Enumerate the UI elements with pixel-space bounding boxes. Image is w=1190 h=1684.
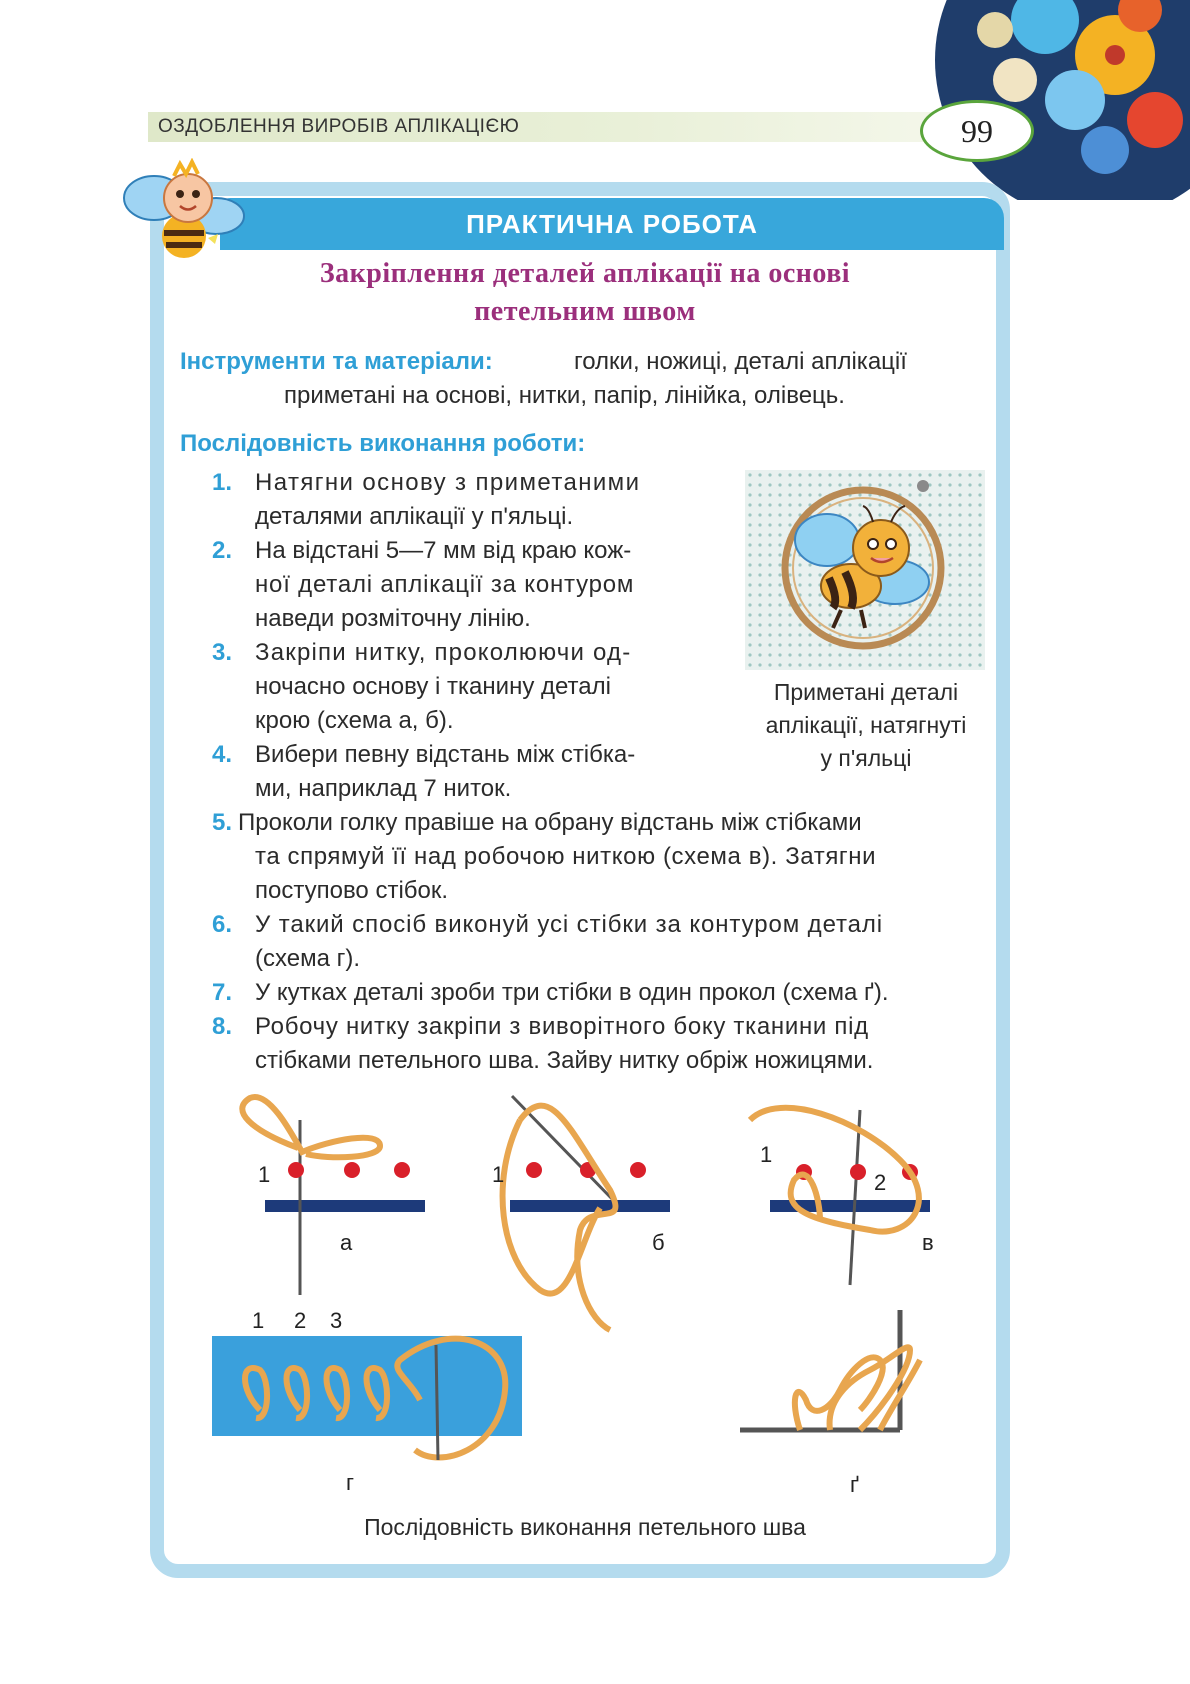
step-line: стібками петельного шва. Зайву нитку обріж ножицями.	[255, 1047, 874, 1074]
point-label: 2	[294, 1308, 307, 1333]
step-number: 6.	[212, 911, 233, 938]
step-line: ми, наприклад 7 ниток.	[255, 775, 512, 802]
step-number: 4.	[212, 741, 233, 768]
photo-caption-line: у п'яльці	[820, 745, 912, 771]
page-number: 99	[920, 100, 1034, 162]
diagram-label: а	[340, 1230, 353, 1255]
photo-caption	[738, 676, 994, 775]
tools-label: Інструменти та матеріали:	[180, 348, 493, 375]
section-title: ОЗДОБЛЕННЯ ВИРОБІВ АПЛІКАЦІЄЮ	[158, 116, 520, 137]
diagram-gg	[740, 1300, 940, 1500]
step-number: 7.	[212, 979, 233, 1006]
fabric-bar	[265, 1200, 425, 1212]
stitch-dot	[394, 1162, 410, 1178]
step-number: 8.	[212, 1013, 233, 1040]
point-label: 1	[760, 1142, 773, 1167]
step-3-text	[255, 636, 710, 738]
step-number: 2.	[212, 537, 233, 564]
point-label: 1	[492, 1162, 505, 1187]
step-line: Робочу нитку закріпи з виворітного боку тканини під	[255, 1013, 869, 1040]
step-line: ної деталі аплікації за контуром	[255, 571, 635, 598]
tools-text: приметані на основі, нитки, папір, лінійка, олівець.	[284, 382, 845, 409]
photo-caption-line: аплікації, натягнуті	[765, 712, 967, 738]
subtitle-line1: Закріплення деталей аплікації на основі	[319, 258, 851, 289]
step-line: На відстані 5—7 мм від краю кож-	[255, 537, 632, 564]
sequence-title: Послідовність виконання роботи:	[180, 430, 586, 457]
diagram-g	[200, 1300, 540, 1500]
diagram-caption: Послідовність виконання петельного шва	[364, 1514, 806, 1540]
step-2-text	[255, 534, 710, 636]
practical-work-title: ПРАКТИЧНА РОБОТА	[220, 198, 1004, 250]
diagram-v	[740, 1090, 970, 1300]
subtitle-line2: петельним швом	[474, 296, 696, 327]
diagram-label: б	[652, 1230, 665, 1255]
step-1-text	[255, 466, 710, 534]
step-line: ночасно основу і тканину деталі	[255, 673, 611, 700]
step-line: (схема г).	[255, 945, 360, 972]
point-label: 2	[874, 1170, 887, 1195]
thread	[503, 1106, 616, 1330]
step-line: Проколи голку правіше на обрану відстань між стібками	[238, 809, 862, 836]
stitch-dot	[630, 1162, 646, 1178]
step-line: наведи розміточну лінію.	[255, 605, 531, 632]
thread	[242, 1097, 380, 1157]
diagram-label: в	[922, 1230, 934, 1255]
step-line: У такий спосіб виконуй усі стібки за контуром деталі	[255, 911, 884, 938]
floral-corner-decoration	[905, 0, 1190, 200]
fabric-bar	[510, 1200, 670, 1212]
step-4-text	[255, 738, 710, 806]
diagram-a	[210, 1090, 440, 1300]
thread	[750, 1108, 919, 1232]
needle	[436, 1345, 438, 1460]
photo-caption-line: Приметані деталі	[773, 679, 959, 705]
stitch-dot	[526, 1162, 542, 1178]
step-line: У кутках деталі зроби три стібки в один прокол (схема ґ).	[255, 979, 889, 1006]
step-5-text-cont	[255, 840, 990, 908]
step-8-text	[255, 1010, 990, 1078]
diagram-label: г	[346, 1470, 355, 1495]
point-label: 3	[330, 1308, 343, 1333]
step-line: деталями аплікації у п'яльці.	[255, 503, 574, 530]
diagram-label: ґ	[850, 1472, 860, 1497]
step-number: 5.	[212, 809, 233, 836]
step-6-text	[255, 908, 990, 976]
step-5-text	[238, 806, 990, 840]
step-line: крою (схема а, б).	[255, 707, 454, 734]
point-label: 1	[252, 1308, 265, 1333]
point-label: 1	[258, 1162, 271, 1187]
stitch-dot	[288, 1162, 304, 1178]
step-line: Вибери певну відстань між стібка-	[255, 741, 636, 768]
step-7-text	[255, 976, 990, 1010]
stitch-dot	[344, 1162, 360, 1178]
step-line: Натягни основу з приметаними	[255, 469, 641, 496]
needle	[850, 1110, 860, 1285]
step-line: та спрямуй її над робочою ниткою (схема в). Затягни	[255, 843, 877, 870]
hoop-bee-photo	[745, 470, 985, 670]
bee-mascot-icon	[118, 158, 250, 270]
stitch-dot	[850, 1164, 866, 1180]
step-line: поступово стібок.	[255, 877, 449, 904]
tools-text: голки, ножиці, деталі аплікації	[574, 348, 907, 375]
step-number: 1.	[212, 469, 233, 496]
step-line: Закріпи нитку, проколюючи од-	[255, 639, 632, 666]
step-number: 3.	[212, 639, 233, 666]
